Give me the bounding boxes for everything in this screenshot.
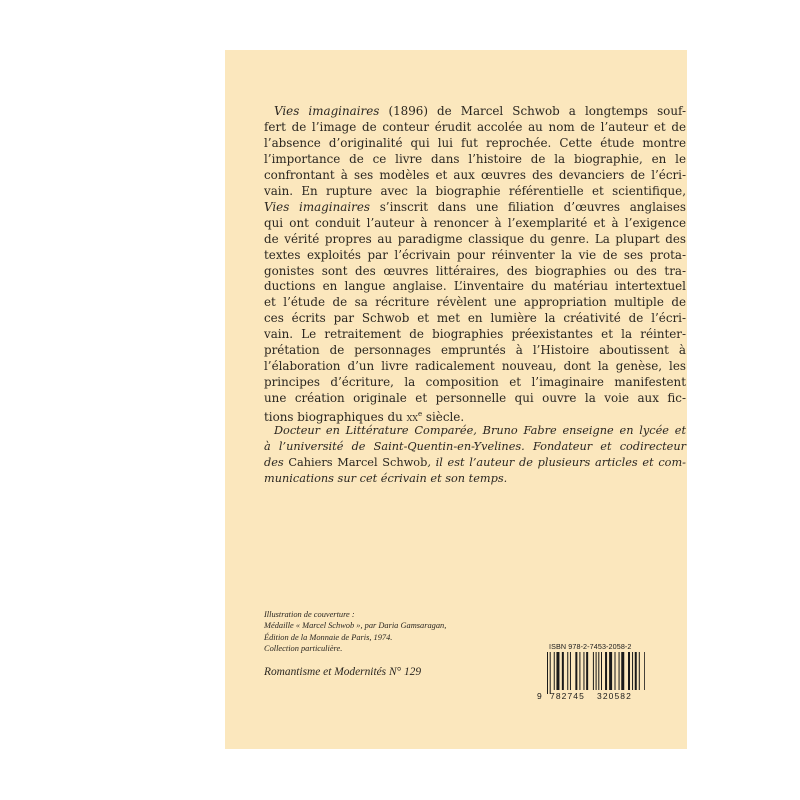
- bio-line: Docteur en Littérature Comparée, Bruno Fabre enseigne en lycée et: [274, 424, 686, 437]
- book-title: Vies imaginaires: [274, 104, 380, 118]
- blurb-line: vain. En rupture avec la biographie référentielle et scientifique,: [264, 183, 686, 198]
- barcode-digits-right: 320582: [597, 691, 632, 700]
- blurb-line: gonistes sont des œuvres littéraires, des biographies ou des tra-: [264, 263, 686, 278]
- barcode-bar: [567, 652, 568, 690]
- blurb-line: prétation de personnages empruntés à l’Histoire aboutissent à: [264, 343, 686, 358]
- blurb-line: vain. Le retraitement de biographies préexistantes et la réinter-: [264, 327, 686, 342]
- barcode-digits-left: 782745: [550, 691, 585, 700]
- barcode-bar: [583, 652, 584, 690]
- barcode-bar: [639, 652, 640, 690]
- barcode-bar: [598, 652, 599, 690]
- barcode-bar: [619, 652, 620, 690]
- barcode-bar: [547, 652, 548, 694]
- barcode-bar: [556, 652, 559, 690]
- blurb-line: tions biographiques du $xx^e$ siècle.: [264, 410, 465, 425]
- journal-title: Cahiers Marcel Schwob: [288, 455, 428, 469]
- barcode-lead-digit: 9: [537, 691, 542, 700]
- author-bio: [264, 423, 686, 487]
- blurb-paragraph: [264, 104, 686, 426]
- credit-line: Médaille « Marcel Schwob », par Daria Gamsaragan,: [264, 621, 447, 631]
- century: xx: [406, 410, 418, 425]
- barcode-bar: [570, 652, 571, 690]
- blurb-line: l’absence d’originalité qui lui fut reprochée. Cette étude montre: [264, 135, 686, 150]
- blurb-line: l’élaboration d’un livre radicalement nouveau, dont la genèse, les: [264, 359, 686, 374]
- blurb-line: ductions en langue anglaise. L’inventaire du matériau intertextuel: [264, 279, 686, 294]
- blurb-line: confrontant à ses modèles et aux œuvres des devanciers de l’écri-: [264, 167, 686, 182]
- blurb-line: et l’étude de sa récriture révèlent une appropriation multiple de: [264, 295, 686, 310]
- barcode-bar: [635, 652, 637, 690]
- blurb-line: Vies imaginaires (1896) de Marcel Schwob a longtemps souf-: [274, 104, 686, 118]
- barcode-bar: [596, 652, 597, 690]
- barcode-bar: [628, 652, 630, 690]
- credit-line: Édition de la Monnaie de Paris, 1974.: [264, 632, 393, 642]
- blurb-line: fert de l’image de conteur érudit accolée au nom de l’auteur et de: [264, 119, 686, 134]
- barcode-bar: [579, 652, 580, 690]
- book-title: Vies imaginaires: [264, 199, 370, 214]
- bio-line: à l’université de Saint-Quentin-en-Yvelines. Fondateur et codirecteur: [264, 439, 686, 453]
- barcode-bar: [554, 652, 555, 690]
- barcode-bar: [575, 652, 577, 690]
- bio-line: munications sur cet écrivain et son temps.: [264, 471, 508, 485]
- barcode-bar: [644, 652, 645, 690]
- barcode-bar: [550, 652, 551, 694]
- barcode-bar: [615, 652, 616, 690]
- bio-line: des Cahiers Marcel Schwob, il est l’auteur de plusieurs articles et com-: [264, 455, 686, 469]
- barcode-bar: [609, 652, 612, 690]
- credit-line: Illustration de couverture :: [264, 610, 355, 619]
- blurb-line: textes exploités par l’écrivain pour réinventer la vie de ses prota-: [264, 247, 686, 262]
- barcode-bar: [593, 652, 594, 690]
- barcode-bar: [632, 652, 633, 690]
- barcode-bar: [601, 652, 602, 690]
- credit-line: Collection particulière.: [264, 643, 343, 653]
- century-sup: e: [417, 410, 423, 419]
- book-back-cover: [225, 50, 687, 749]
- blurb-line: l’importance de ce livre dans l’histoire de la biographie, en le: [264, 151, 686, 166]
- barcode-bar: [586, 652, 588, 690]
- blurb-line: ces écrits par Schwob et met en lumière la créativité de l’écri-: [264, 311, 686, 326]
- cover-credit: [264, 609, 504, 654]
- blurb-line: Vies imaginaires s’inscrit dans une filiation d’œuvres anglaises: [264, 199, 687, 214]
- barcode-bar: [621, 652, 624, 690]
- series-name: Romantisme et Modernités N° 129: [264, 666, 422, 678]
- barcode-bar: [605, 652, 607, 690]
- blurb-line: de vérité propres au paradigme classique du genre. La plupart des: [264, 231, 686, 246]
- blurb-line: qui ont conduit l’auteur à renoncer à l’exemplarité et à l’exigence: [264, 215, 686, 230]
- blurb-line: principes d’écriture, la composition et l’imaginaire manifestent: [264, 375, 686, 390]
- isbn-label: ISBN 978-2-7453-2058-2: [549, 642, 632, 651]
- barcode-bar: [562, 652, 564, 690]
- blurb-line: une création originale et personnelle qui ouvre la voie aux fic-: [264, 391, 686, 406]
- isbn-barcode: [535, 650, 645, 700]
